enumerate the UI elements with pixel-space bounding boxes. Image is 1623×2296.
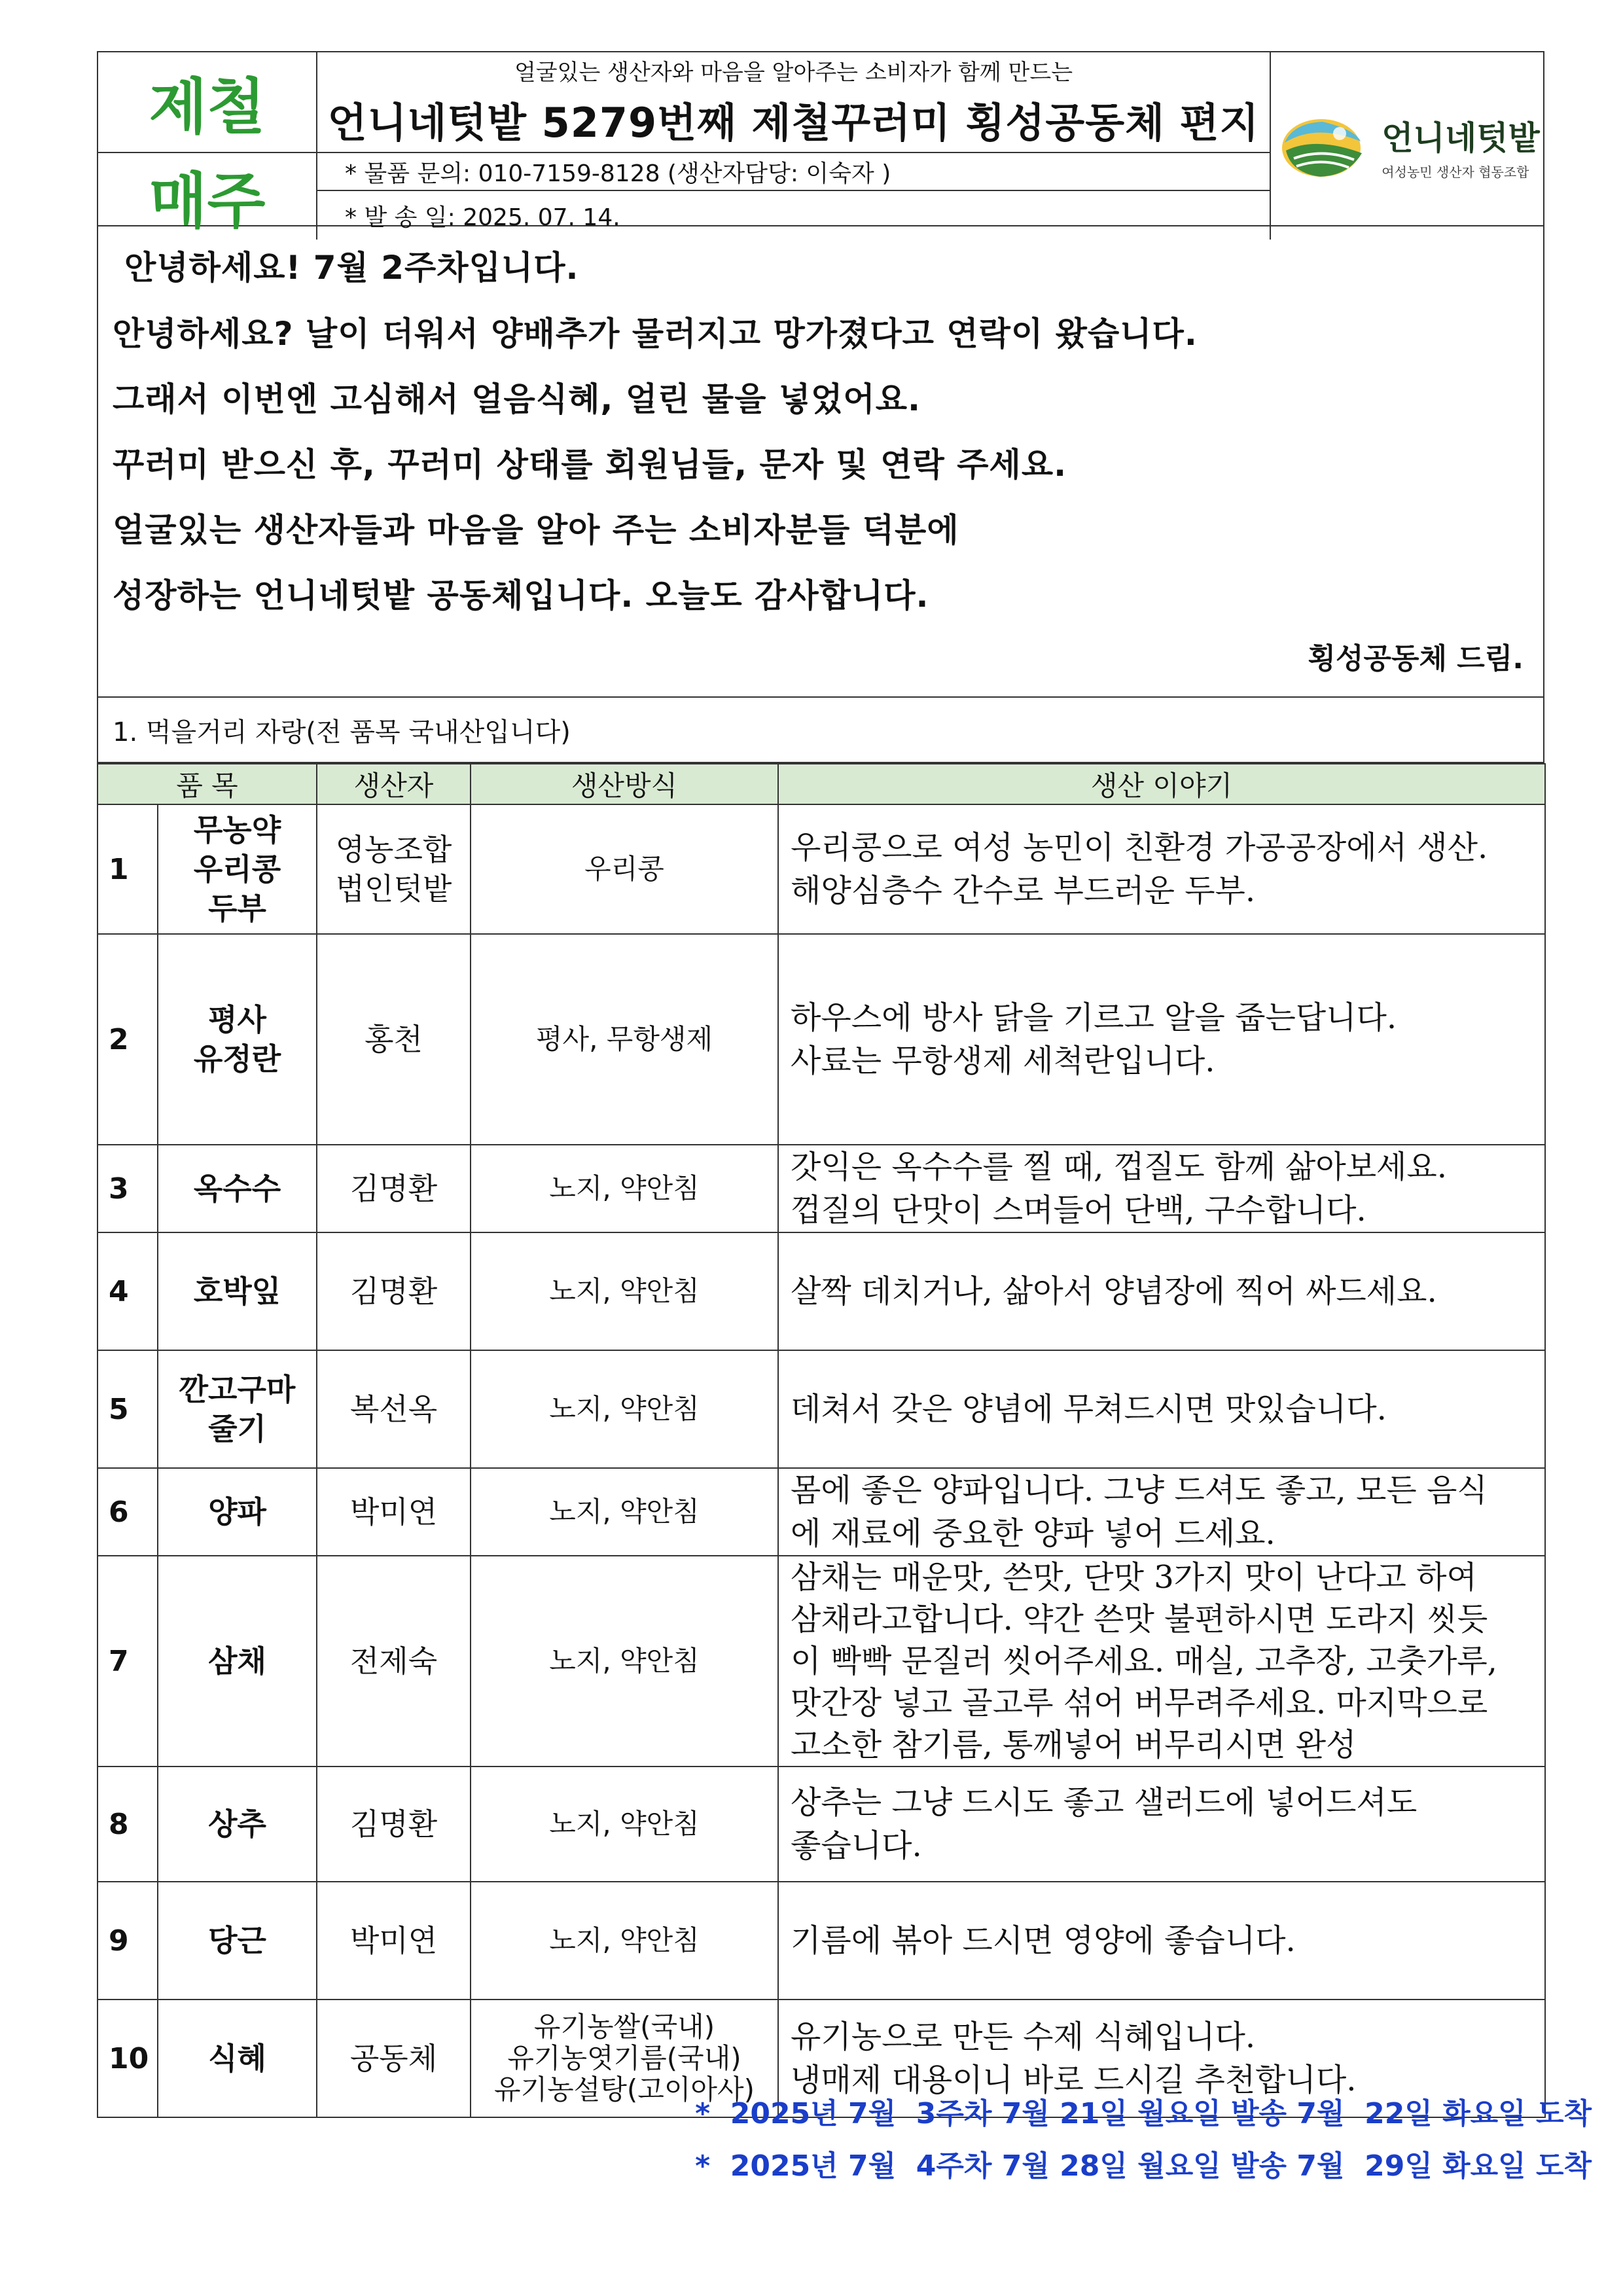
item-name-cell	[158, 2000, 317, 2117]
cell-line: 살짝 데치거나, 삶아서 양념장에 찍어 싸드세요.	[791, 1273, 1437, 1310]
cell-line: 좋습니다.	[791, 1827, 922, 1864]
cell-line: 박미연	[349, 1494, 438, 1530]
producer-cell	[317, 1468, 471, 1556]
cell-line: 몸에 좋은 양파입니다. 그냥 드셔도 좋고, 모든 음식	[791, 1472, 1488, 1509]
header-producer: 생산자	[317, 764, 471, 804]
cell-line: 우리콩으로 여성 농민이 친환경 가공공장에서 생산.	[791, 829, 1488, 866]
cell-line: 삼채는 매운맛, 쓴맛, 단맛 3가지 맛이 난다고 하여	[791, 1559, 1477, 1596]
cell-line: 사료는 무항생제 세척란입니다.	[791, 1043, 1215, 1079]
cell-line: 맛간장 넣고 골고루 섞어 버무려주세요. 마지막으로	[791, 1685, 1488, 1721]
greeting-line: 안녕하세요? 날이 더워서 양배추가 물러지고 망가졌다고 연락이 왔습니다.	[113, 315, 1198, 353]
method-cell	[471, 1767, 778, 1882]
table-row	[98, 1468, 1545, 1556]
page-title: 언니네텃밭 5279번째 제철꾸러미 횡성공동체 편지	[317, 86, 1270, 153]
row-number: 4	[98, 1232, 158, 1350]
greeting-line: 안녕하세요! 7월 2주차입니다.	[124, 249, 579, 287]
table-row	[98, 1556, 1545, 1767]
story-cell	[778, 934, 1545, 1145]
cell-line: 영농조합	[335, 832, 452, 867]
cell-line: 식혜	[208, 2041, 266, 2076]
item-name-cell	[158, 1232, 317, 1350]
cell-line: 옥수수	[193, 1171, 281, 1206]
brand-bottom-label: 매주	[149, 166, 266, 236]
row-number: 2	[98, 934, 158, 1145]
brand-top-label: 제철	[98, 52, 316, 153]
method-cell	[471, 1350, 778, 1468]
item-name-cell	[158, 1350, 317, 1468]
cell-line: 노지, 약안침	[549, 1496, 700, 1528]
delivery-note: * 2025년 7월 3주차 7월 21일 월요일 발송 7월 22일 화요일 도착	[695, 2097, 1592, 2130]
cell-line: 이 빡빡 문질러 씻어주세요. 매실, 고추장, 고춧가루,	[791, 1643, 1497, 1679]
cell-line: 냉매제 대용이니 바로 드시길 추천합니다.	[791, 2062, 1357, 2098]
header-method: 생산방식	[471, 764, 778, 804]
logo-subtitle: 여성농민 생산자 협동조합	[1382, 164, 1529, 180]
cell-line: 박미연	[349, 1923, 438, 1958]
story-cell	[778, 1350, 1545, 1468]
story-cell	[778, 804, 1545, 934]
item-name-cell	[158, 1468, 317, 1556]
row-number: 3	[98, 1145, 158, 1232]
producer-cell	[317, 1350, 471, 1468]
method-cell	[471, 1145, 778, 1232]
brand-column	[98, 52, 317, 240]
cell-line: 노지, 약안침	[549, 1172, 700, 1204]
cell-line: 무농약	[193, 812, 281, 848]
row-number: 7	[98, 1556, 158, 1767]
cell-line: 삼채라고합니다. 약간 쓴맛 불편하시면 도라지 씻듯	[791, 1601, 1488, 1638]
cell-line: 해양심층수 간수로 부드러운 두부.	[791, 872, 1256, 909]
story-cell	[778, 1882, 1545, 2000]
letter-header	[97, 51, 1544, 236]
greeting-line: 꾸러미 받으신 후, 꾸러미 상태를 회원님들, 문자 및 연락 주세요.	[113, 446, 1067, 484]
producer-cell	[317, 1145, 471, 1232]
producer-cell	[317, 2000, 471, 2117]
row-number: 6	[98, 1468, 158, 1556]
method-cell	[471, 1232, 778, 1350]
subtitle: 얼굴있는 생산자와 마음을 알아주는 소비자가 함께 만드는	[514, 60, 1073, 86]
item-name-cell	[158, 1556, 317, 1767]
letter-page	[97, 51, 1544, 2118]
producer-cell	[317, 804, 471, 934]
producer-cell	[317, 934, 471, 1145]
story-cell	[778, 1767, 1545, 1882]
producer-cell	[317, 1767, 471, 1882]
table-row	[98, 1232, 1545, 1350]
cell-line: 노지, 약안침	[549, 1275, 700, 1307]
item-name-cell	[158, 1882, 317, 2000]
delivery-note: * 2025년 7월 4주차 7월 28일 월요일 발송 7월 29일 화요일 도착	[695, 2149, 1592, 2183]
table-row	[98, 1767, 1545, 1882]
inquiry-info: * 물품 문의: 010-7159-8128 (생산자담당: 이숙자 )	[317, 153, 1270, 191]
item-name-cell	[158, 1767, 317, 1882]
cell-line: 고소한 참기름, 통깨넣어 버무리시면 완성	[791, 1727, 1357, 1763]
greeting-section	[97, 226, 1544, 698]
method-cell	[471, 804, 778, 934]
cell-line: 하우스에 방사 닭을 기르고 알을 줍는답니다.	[791, 999, 1397, 1036]
story-cell	[778, 1556, 1545, 1767]
cell-line: 깐고구마	[179, 1372, 296, 1407]
cell-line: 유기농쌀(국내)	[533, 2011, 715, 2043]
table-header-row	[98, 764, 1545, 804]
cell-line: 기름에 볶아 드시면 영양에 좋습니다.	[791, 1922, 1296, 1959]
method-cell	[471, 934, 778, 1145]
row-number: 10	[98, 2000, 158, 2117]
greeting-line: 얼굴있는 생산자들과 마음을 알아 주는 소비자분들 덕분에	[113, 511, 959, 549]
table-row	[98, 1350, 1545, 1468]
cell-line: 복선옥	[349, 1391, 438, 1427]
cell-line: 노지, 약안침	[549, 1808, 700, 1840]
item-name-cell	[158, 804, 317, 934]
send-date-info: * 발 송 일: 2025. 07. 14.	[345, 204, 620, 231]
story-cell	[778, 1145, 1545, 1232]
row-number: 9	[98, 1882, 158, 2000]
header-story: 생산 이야기	[778, 764, 1545, 804]
farm-logo-icon	[1277, 110, 1375, 182]
cell-line: 노지, 약안침	[549, 1645, 700, 1677]
story-cell	[778, 1468, 1545, 1556]
producer-cell	[317, 1556, 471, 1767]
producer-cell	[317, 1232, 471, 1350]
cell-line: 줄기	[208, 1411, 266, 1446]
cell-line: 유기농으로 만든 수제 식혜입니다.	[791, 2018, 1256, 2055]
logo-name: 언니네텃밭	[1382, 118, 1540, 157]
row-number: 8	[98, 1767, 158, 1882]
cell-line: 홍천	[365, 1022, 423, 1057]
cell-line: 김명환	[349, 1806, 438, 1842]
title-column	[317, 52, 1271, 240]
cell-line: 당근	[208, 1923, 266, 1958]
cell-line: 껍질의 단맛이 스며들어 단백, 구수합니다.	[791, 1192, 1366, 1229]
logo-column	[1271, 52, 1546, 240]
delivery-notes	[695, 2088, 1592, 2193]
method-cell	[471, 1882, 778, 2000]
table-row	[98, 1882, 1545, 2000]
header-item: 품 목	[98, 764, 317, 804]
cell-line: 평사	[208, 1002, 266, 1037]
cell-line: 우리콩	[584, 853, 664, 885]
cell-line: 노지, 약안침	[549, 1393, 700, 1425]
cell-line: 상추	[208, 1806, 266, 1842]
producer-cell	[317, 1882, 471, 2000]
cell-line: 유정란	[193, 1041, 281, 1077]
cell-line: 법인텃밭	[335, 871, 452, 906]
story-cell	[778, 1232, 1545, 1350]
method-cell	[471, 1468, 778, 1556]
cell-line: 양파	[208, 1494, 266, 1530]
greeting-line: 성장하는 언니네텃밭 공동체입니다. 오늘도 감사합니다.	[113, 577, 929, 615]
cell-line: 김명환	[349, 1274, 438, 1309]
signature: 횡성공동체 드림.	[1308, 642, 1524, 675]
row-number: 5	[98, 1350, 158, 1468]
cell-line: 노지, 약안침	[549, 1924, 700, 1956]
cell-line: 유기농엿기름(국내)	[507, 2042, 741, 2074]
cell-line: 전제숙	[349, 1643, 438, 1679]
logo	[1277, 110, 1540, 182]
products-table	[97, 763, 1546, 2118]
table-row	[98, 804, 1545, 934]
cell-line: 호박잎	[193, 1274, 281, 1309]
item-name-cell	[158, 1145, 317, 1232]
cell-line: 에 재료에 중요한 양파 넣어 드세요.	[791, 1515, 1275, 1552]
cell-line: 유기농설탕(고이아사)	[494, 2073, 755, 2106]
cell-line: 상추는 그냥 드시도 좋고 샐러드에 넣어드셔도	[791, 1784, 1418, 1821]
cell-line: 두부	[208, 891, 266, 926]
cell-line: 갓익은 옥수수를 찔 때, 껍질도 함께 삶아보세요.	[791, 1149, 1448, 1185]
cell-line: 우리콩	[193, 852, 281, 887]
cell-line: 평사, 무항생제	[535, 1023, 713, 1055]
greeting-line: 그래서 이번엔 고심해서 얼음식혜, 얼린 물을 넣었어요.	[113, 380, 921, 418]
cell-line: 김명환	[349, 1171, 438, 1206]
table-row	[98, 1145, 1545, 1232]
table-row	[98, 934, 1545, 1145]
cell-line: 공동체	[349, 2041, 438, 2076]
cell-line: 데쳐서 갖은 양념에 무쳐드시면 맛있습니다.	[791, 1391, 1387, 1427]
row-number: 1	[98, 804, 158, 934]
method-cell	[471, 1556, 778, 1767]
section-title: 1. 먹을거리 자랑(전 품목 국내산입니다)	[97, 698, 1544, 763]
cell-line: 삼채	[208, 1643, 266, 1679]
item-name-cell	[158, 934, 317, 1145]
